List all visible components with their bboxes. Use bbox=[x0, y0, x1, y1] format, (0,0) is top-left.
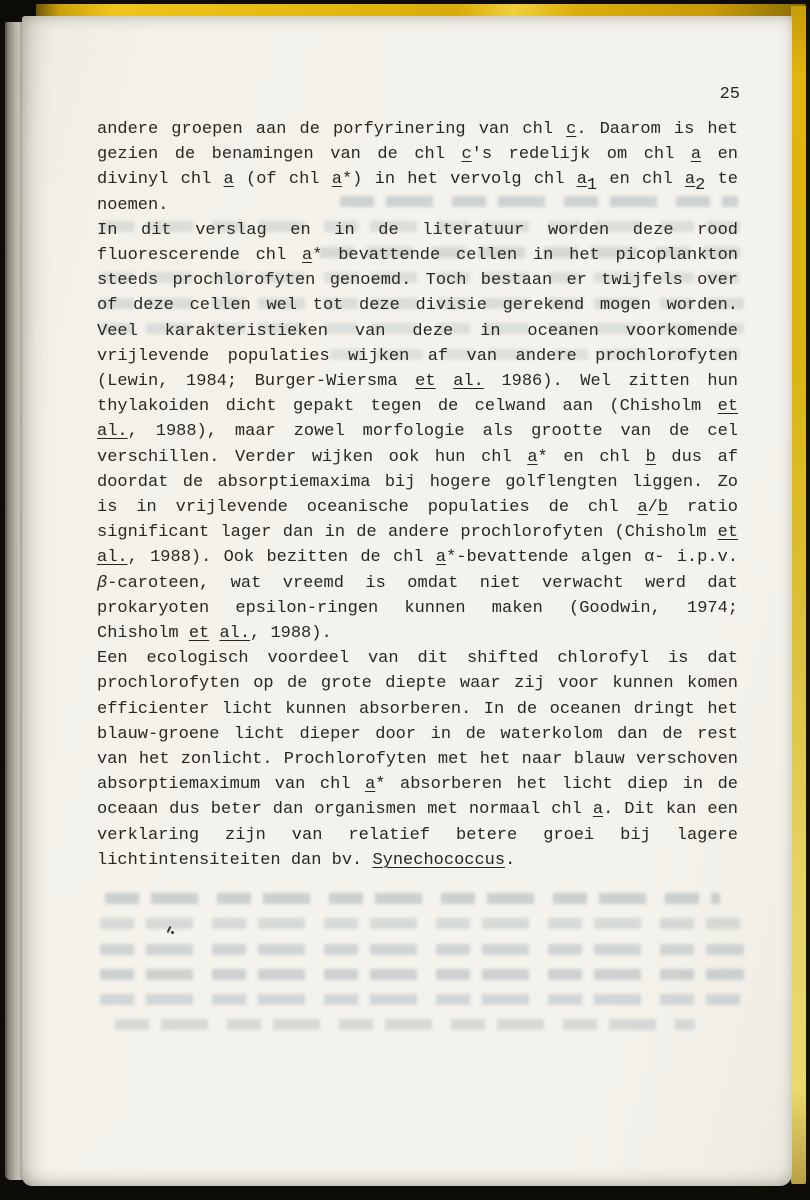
book-cover-right-edge bbox=[791, 6, 809, 1184]
text-line: noemen. bbox=[97, 195, 169, 215]
text-line: steeds prochlorofyten genoemd. Toch bestaan er twijfels over bbox=[97, 271, 738, 291]
text-line: is in vrijlevende oceanische populaties de chl a/b ratio bbox=[97, 498, 738, 518]
text-line: significant lager dan in de andere prochlorofyten (Chisholm et bbox=[97, 523, 738, 543]
page-stack-left-edge bbox=[5, 22, 23, 1180]
text-line: oceaan dus beter dan organismen met normaal chl a. Dit kan een bbox=[97, 800, 738, 820]
text-line: vrijlevende populaties wijken af van andere prochlorofyten bbox=[97, 346, 738, 366]
ink-smudge-artifact bbox=[166, 926, 175, 936]
text-line: verklaring zijn van relatief betere groei bij lagere bbox=[97, 825, 738, 845]
text-line: fluorescerende chl a* bevattende cellen in het picoplankton bbox=[97, 246, 738, 266]
text-line: gezien de benamingen van de chl c's redelijk om chl a en bbox=[97, 145, 739, 165]
text-line: blauw-groene licht dieper door in de waterkolom dan de rest bbox=[97, 724, 738, 744]
text-line: al., 1988), maar zowel morfologie als grootte van de cel bbox=[97, 422, 738, 442]
text-line: Chisholm et al., 1988). bbox=[97, 624, 332, 644]
text-line: prokaryoten epsilon-ringen kunnen maken (Goodwin, 1974; bbox=[97, 598, 738, 618]
text-line: thylakoiden dicht gepakt tegen de celwand aan (Chisholm et bbox=[97, 397, 738, 417]
text-line: efficienter licht kunnen absorberen. In de oceanen dringt het bbox=[97, 699, 738, 719]
text-line: lichtintensiteiten dan bv. Synechococcus. bbox=[97, 850, 516, 870]
text-line: al., 1988). Ook bezitten de chl a*-bevattende algen α- i.p.v. bbox=[97, 548, 738, 568]
page-number: 25 bbox=[719, 85, 740, 104]
text-line: of deze cellen wel tot deze divisie gerekend mogen worden. bbox=[97, 296, 738, 316]
text-line: prochlorofyten op de grote diepte waar zij voor kunnen komen bbox=[97, 674, 738, 694]
text-block bbox=[97, 117, 738, 873]
text-line: andere groepen aan de porfyrinering van chl c. Daarom is het bbox=[97, 120, 739, 139]
text-line: absorptiemaximum van chl a* absorberen het licht diep in de bbox=[97, 775, 738, 795]
text-line: van het zonlicht. Prochlorofyten met het naar blauw verschoven bbox=[97, 750, 738, 770]
text-line: verschillen. Verder wijken ook hun chl a* en chl b dus af bbox=[97, 447, 738, 467]
text-line: (Lewin, 1984; Burger-Wiersma et al. 1986). Wel zitten hun bbox=[97, 372, 738, 392]
text-line: In dit verslag en in de literatuur worden deze rood bbox=[97, 220, 738, 240]
text-line: Veel karakteristieken van deze in oceanen voorkomende bbox=[97, 321, 738, 341]
text-line: divinyl chl a (of chl a*) in het vervolg chl a1 en chl a2 te bbox=[97, 170, 738, 196]
text-line: doordat de absorptiemaxima bij hogere golflengten liggen. Zo bbox=[97, 472, 738, 492]
text-line: β-caroteen, wat vreemd is omdat niet verwacht werd dat bbox=[97, 573, 738, 593]
text-line: Een ecologisch voordeel van dit shifted chlorofyl is dat bbox=[97, 649, 738, 669]
